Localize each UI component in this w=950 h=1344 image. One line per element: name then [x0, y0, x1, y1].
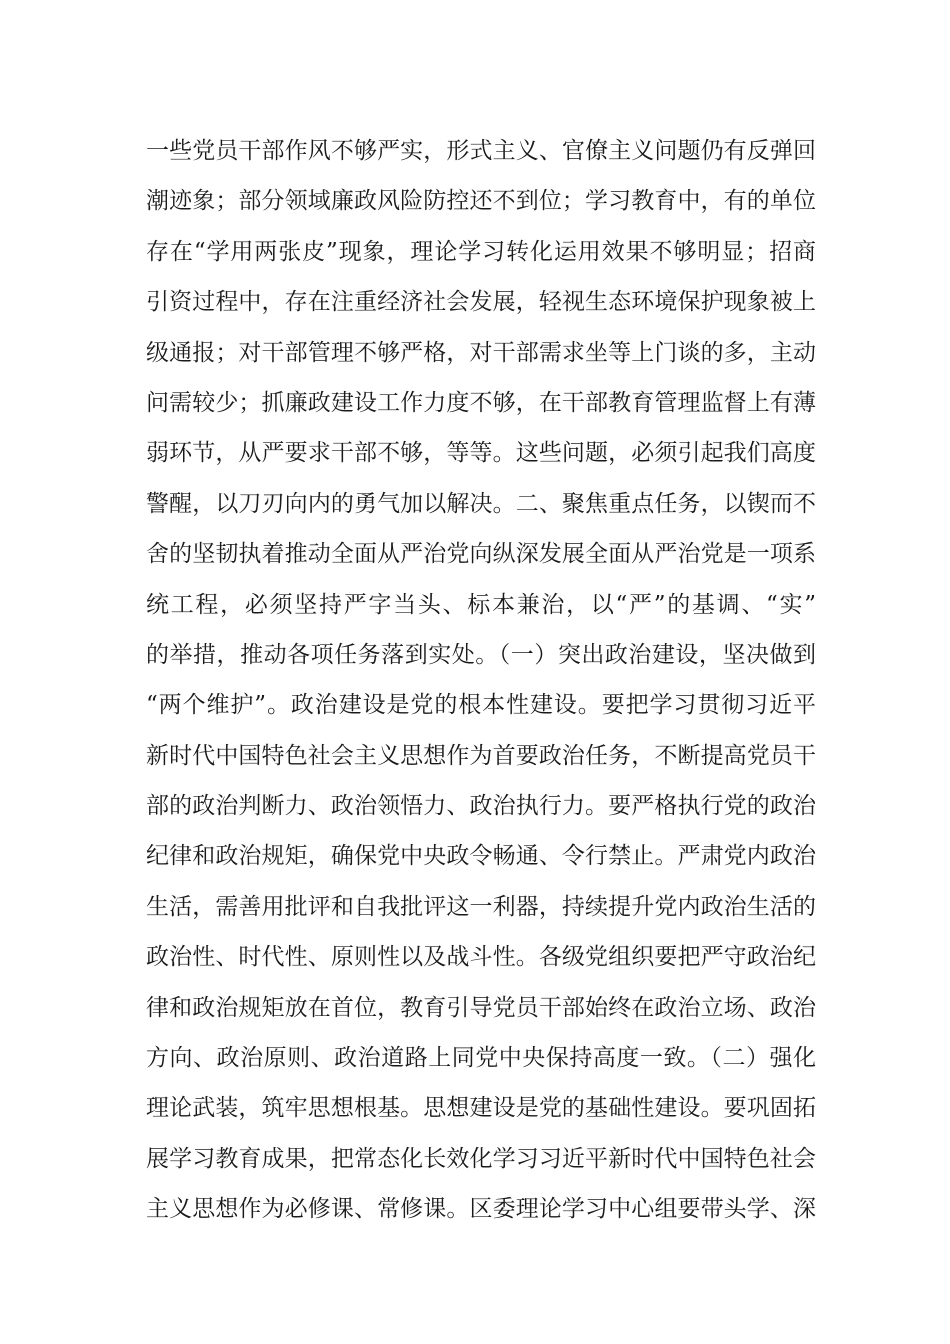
- text-line-22: 主义思想作为必修课、常修课。区委理论学习中心组要带头学、深: [146, 1196, 816, 1223]
- text-line-1: 一些党员干部作风不够严实，形式主义、官僚主义问题仍有反弹回: [146, 138, 816, 164]
- text-line-2: 潮迹象；部分领域廉政风险防控还不到位；学习教育中，有的单位: [146, 188, 816, 215]
- text-line-11: 的举措，推动各项任务落到实处。（一）突出政治建设，坚决做到: [146, 641, 816, 668]
- text-line-18: 律和政治规矩放在首位，教育引导党员干部始终在政治立场、政治: [146, 994, 816, 1021]
- text-line-7: 弱环节，从严要求干部不够，等等。这些问题，必须引起我们高度: [146, 440, 816, 467]
- text-line-4: 引资过程中，存在注重经济社会发展，轻视生态环境保护现象被上: [146, 289, 816, 316]
- text-line-19: 方向、政治原则、政治道路上同党中央保持高度一致。（二）强化: [146, 1045, 816, 1072]
- text-line-6: 问需较少；抓廉政建设工作力度不够，在干部教育管理监督上有薄: [146, 389, 816, 416]
- body-text: [146, 126, 816, 1235]
- text-line-14: 部的政治判断力、政治领悟力、政治执行力。要严格执行党的政治: [146, 793, 816, 820]
- text-line-15: 纪律和政治规矩，确保党中央政令畅通、令行禁止。严肃党内政治: [146, 843, 816, 870]
- text-line-17: 政治性、时代性、原则性以及战斗性。各级党组织要把严守政治纪: [146, 944, 816, 971]
- text-line-8: 警醒，以刀刃向内的勇气加以解决。二、聚焦重点任务，以锲而不: [146, 490, 816, 517]
- text-line-12: “两个维护”。政治建设是党的根本性建设。要把学习贯彻习近平: [146, 692, 816, 719]
- text-line-20: 理论武装，筑牢思想根基。思想建设是党的基础性建设。要巩固拓: [146, 1095, 816, 1122]
- text-line-16: 生活，需善用批评和自我批评这一利器，持续提升党内政治生活的: [146, 893, 816, 920]
- text-line-3: 存在“学用两张皮”现象，理论学习转化运用效果不够明显；招商: [146, 238, 816, 265]
- text-line-21: 展学习教育成果，把常态化长效化学习习近平新时代中国特色社会: [146, 1145, 816, 1172]
- text-line-13: 新时代中国特色社会主义思想作为首要政治任务，不断提高党员干: [146, 742, 816, 769]
- text-line-5: 级通报；对干部管理不够严格，对干部需求坐等上门谈的多，主动: [146, 339, 816, 366]
- text-line-10: 统工程，必须坚持严字当头、标本兼治，以“严”的基调、“实”: [146, 591, 816, 618]
- text-line-9: 舍的坚韧执着推动全面从严治党向纵深发展全面从严治党是一项系: [146, 541, 816, 568]
